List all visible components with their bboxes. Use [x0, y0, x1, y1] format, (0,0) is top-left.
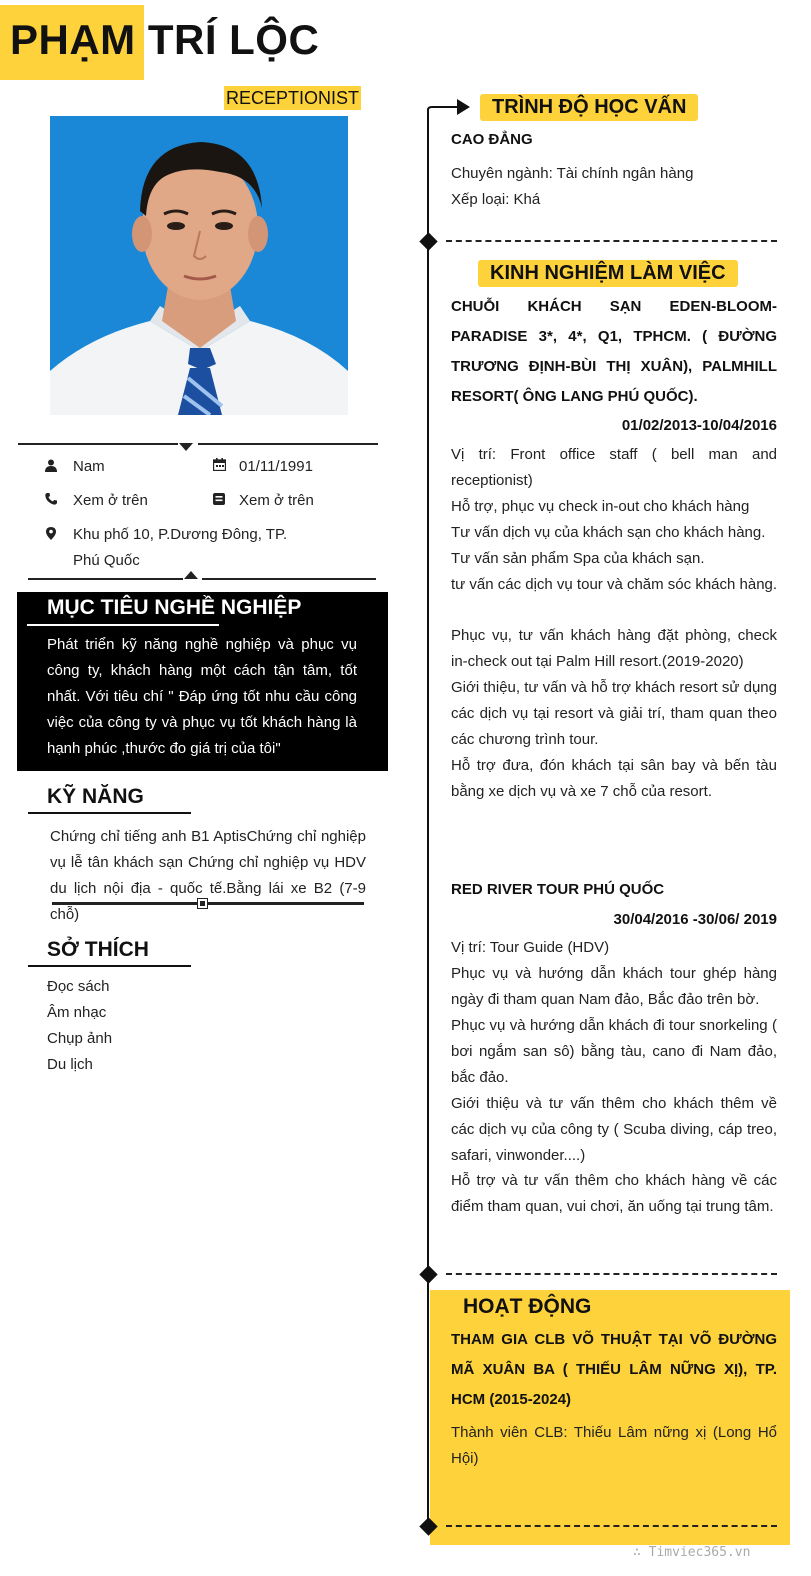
info-address: Khu phố 10, P.Dương Đông, TP. Phú Quốc	[73, 526, 288, 569]
experience-title: KINH NGHIỆM LÀM VIỆC	[478, 260, 738, 287]
job-detail: Tư vấn sản phẩm Spa của khách sạn.	[451, 550, 705, 567]
profile-photo	[50, 116, 348, 415]
info-phone: Xem ở trên	[73, 492, 148, 509]
info-gender: Nam	[73, 458, 105, 475]
timeline-diamond-icon	[419, 1265, 437, 1283]
job-detail: Phục vụ và hướng dẫn khách tour ghép hàng ngày đi tham quan Nam đảo, Bắc đảo trên bờ.	[451, 965, 777, 1008]
calendar-icon	[212, 458, 226, 472]
objective-text: Phát triển kỹ năng nghề nghiệp và phục vụ công ty, khách hàng một cách tận tâm, tốt nhất. Với tiêu chí " Đáp ứng tốt nhu cầu công việc của công ty và phục vụ tốt khách hàng là hạnh phúc ,thước đo giá trị của tôi"	[47, 636, 357, 757]
map-marker-icon	[44, 527, 58, 541]
phone-icon	[44, 493, 58, 507]
job-detail: tư vấn các dịch vụ tour và chăm sóc khách hàng.	[451, 576, 778, 593]
hobby-item: Chụp ảnh	[47, 1030, 113, 1047]
candidate-name: PHẠM TRÍ LỘC	[10, 16, 320, 63]
timeline-line	[427, 116, 429, 1526]
job-company: CHUỖI KHÁCH SẠN EDEN-BLOOM-PARADISE 3*, 4*, Q1, TPHCM. ( ĐƯỜNG TRƯƠNG ĐỊNH-BÙI THỊ XUÂN), PALMHILL RESORT( ÔNG LANG PHÚ QUỐC).	[451, 298, 777, 405]
hobby-item: Đọc sách	[47, 978, 110, 995]
job-date: 01/02/2013-10/04/2016	[621, 417, 777, 434]
timeline-arrow-icon	[427, 98, 471, 122]
candidate-role: RECEPTIONIST	[226, 88, 360, 108]
job-detail: Phục vụ, tư vấn khách hàng đặt phòng, check in-check out tại Palm Hill resort.(2019-2020)	[451, 627, 777, 670]
watermark: ∴ Timviec365.vn	[633, 1545, 751, 1560]
job-detail: Hỗ trợ và tư vấn thêm cho khách hàng về các điểm tham quan, vui chơi, ăn uống tại trung tâm.	[451, 1172, 777, 1215]
job-detail: Giới thiệu, tư vấn và hỗ trợ khách resort sử dụng các dịch vụ tại resort và giải trí, tham quan theo các chương trình tour.	[451, 679, 777, 748]
skills-text: Chứng chỉ tiếng anh B1 AptisChứng chỉ nghiệp vụ lễ tân khách sạn Chứng chỉ nghiệp vụ HDV du lịch nội địa - quốc tế.Bằng lái xe B2 (7-9 chỗ)	[50, 828, 366, 923]
divider-arrow-down-icon	[179, 443, 193, 451]
hobbies-underline	[28, 965, 191, 967]
skills-progress-line	[52, 902, 364, 905]
email-icon	[212, 493, 226, 507]
timeline-diamond-icon	[419, 232, 437, 250]
education-grade: Xếp loại: Khá	[451, 191, 541, 208]
hobby-item: Du lịch	[47, 1056, 93, 1073]
user-icon	[44, 459, 58, 473]
objective-title: MỤC TIÊU NGHỀ NGHIỆP	[47, 596, 302, 619]
activity-org: THAM GIA CLB VÕ THUẬT TẠI VÕ ĐƯỜNG MÃ XUÂN BA ( THIẾU LÂM NỮNG XỊ), TP. HCM (2015-2024)	[451, 1331, 777, 1408]
divider-left	[18, 443, 178, 445]
hobby-item: Âm nhạc	[47, 1004, 107, 1021]
hobbies-title: SỞ THÍCH	[47, 938, 149, 961]
activity-role: Thành viên CLB: Thiếu Lâm nững xị (Long Hổ Hội)	[451, 1424, 777, 1467]
education-degree: CAO ĐẲNG	[451, 131, 533, 148]
job-detail: Vị trí: Tour Guide (HDV)	[451, 939, 610, 956]
portrait-illustration	[50, 116, 348, 415]
education-title: TRÌNH ĐỘ HỌC VẤN	[480, 94, 698, 121]
skills-title: KỸ NĂNG	[47, 785, 144, 808]
divider-arrow-up-icon	[184, 571, 198, 579]
skills-underline	[28, 812, 191, 814]
skills-slider-handle-icon	[197, 898, 208, 909]
activities-title: HOẠT ĐỘNG	[463, 1295, 592, 1318]
objective-underline	[27, 624, 219, 626]
section-separator	[446, 240, 777, 242]
divider-right	[198, 443, 378, 445]
section-separator	[446, 1273, 777, 1275]
job-detail: Hỗ trợ đưa, đón khách tại sân bay và bến tàu bằng xe dịch vụ và xe 7 chỗ của resort.	[451, 757, 777, 800]
job-detail: Phục vụ và hướng dẫn khách đi tour snorkeling ( bơi ngắm san sô) bằng tàu, cano đi Nam đảo, bắc đảo.	[451, 1017, 777, 1086]
job-detail: Vị trí: Front office staff ( bell man and receptionist)	[451, 446, 777, 489]
section-separator	[446, 1525, 777, 1527]
job-detail: Hỗ trợ, phục vụ check in-out cho khách hàng	[451, 498, 750, 515]
job-detail: Tư vấn dịch vụ của khách sạn cho khách hàng.	[451, 524, 766, 541]
divider-right-2	[202, 578, 376, 580]
divider-left-2	[28, 578, 183, 580]
job-company: RED RIVER TOUR PHÚ QUỐC	[451, 881, 665, 898]
education-major: Chuyên ngành: Tài chính ngân hàng	[451, 165, 694, 182]
job-detail: Giới thiệu và tư vấn thêm cho khách thêm về các dịch vụ của công ty ( Scuba diving, cáp treo, safari, vinwonder....)	[451, 1095, 777, 1164]
info-birthday: 01/11/1991	[239, 458, 313, 475]
job-date: 30/04/2016 -30/06/ 2019	[613, 911, 777, 928]
info-email: Xem ở trên	[239, 492, 314, 509]
